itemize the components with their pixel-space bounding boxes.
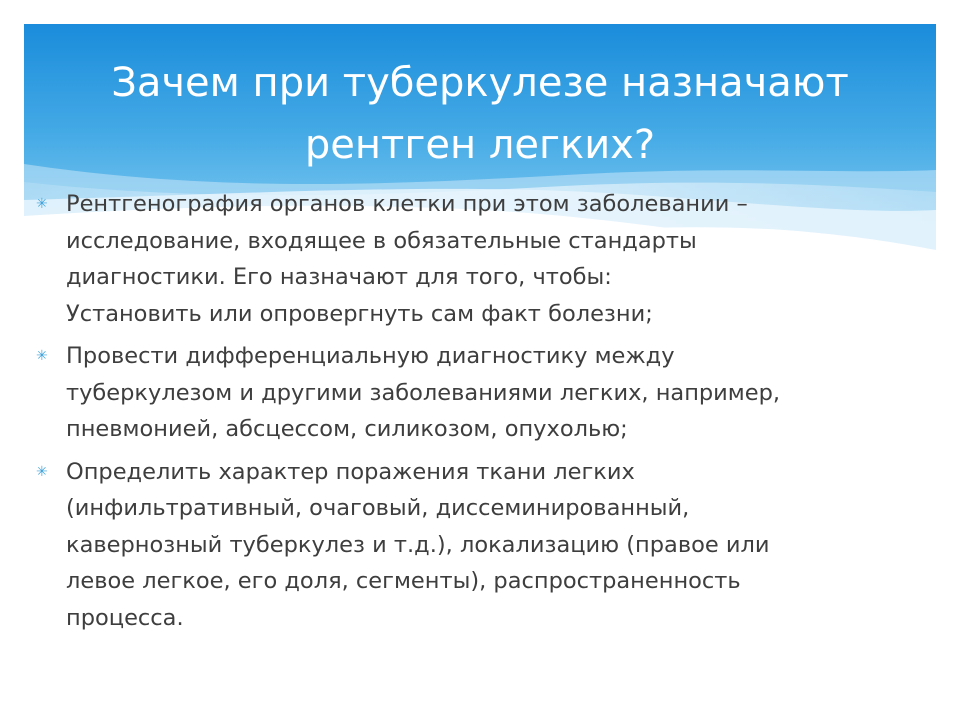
bullet-item [34, 454, 894, 637]
asterisk-bullet-icon: ✳ [36, 463, 48, 480]
bullet-item [34, 338, 894, 448]
bullet-line: (инфильтративный, очаговый, диссеминированный, [66, 495, 690, 521]
slide-body [34, 186, 894, 642]
bullet-line: Установить или опровергнуть сам факт болезни; [66, 300, 653, 327]
title-line: Зачем при туберкулезе назначают [111, 60, 849, 106]
title-line: рентген легких? [304, 122, 656, 168]
bullet-line: пневмонией, абсцессом, силикозом, опухолью; [66, 416, 628, 442]
bullet-list [34, 186, 894, 636]
bullet-line: кавернозный туберкулез и т.д.), локализацию (правое или [66, 531, 770, 558]
bullet-line: левое легкое, его доля, сегменты), распространенность [66, 568, 741, 594]
bullet-line: Рентгенография органов клетки при этом заболевании – [66, 191, 748, 217]
bullet-line: исследование, входящее в обязательные стандарты [66, 227, 697, 254]
bullet-line: процесса. [66, 604, 184, 631]
bullet-item [34, 186, 894, 332]
slide-title [24, 52, 936, 176]
bullet-line: Провести дифференциальную диагностику между [66, 343, 675, 369]
bullet-line: диагностики. Его назначают для того, чтобы: [66, 264, 612, 290]
asterisk-bullet-icon: ✳ [36, 196, 48, 212]
bullet-line: Определить характер поражения ткани легких [66, 458, 635, 485]
asterisk-bullet-icon: ✳ [36, 348, 48, 364]
bullet-line: туберкулезом и другими заболеваниями легких, например, [66, 379, 781, 406]
